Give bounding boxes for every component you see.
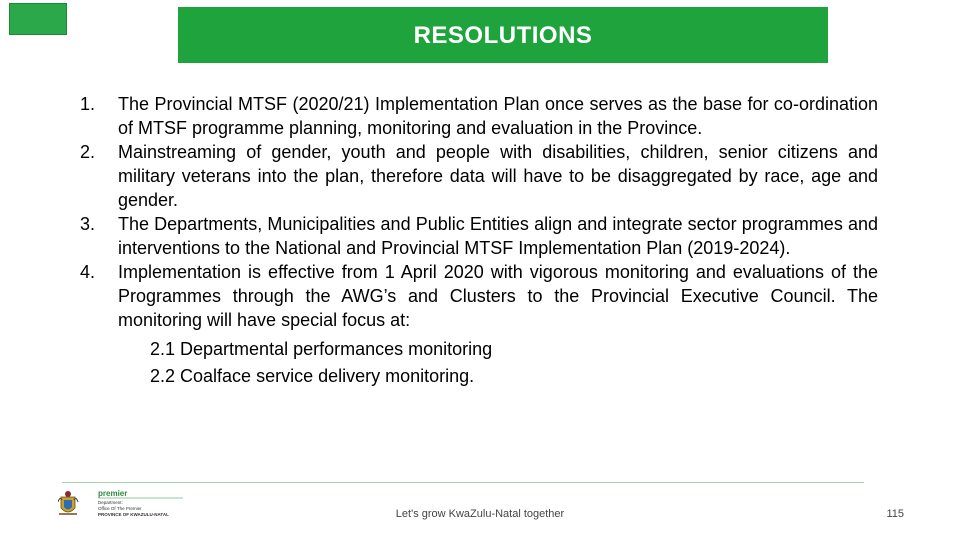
footer-tagline: Let's grow KwaZulu-Natal together: [395, 508, 565, 520]
corner-accent-box: [9, 3, 67, 35]
item-text: The Provincial MTSF (2020/21) Implementation Plan once serves as the base for co-ordination of MTSF programme planning, monitoring and evaluation in the Province.: [118, 94, 878, 138]
item-text: Implementation is effective from 1 April 2020 with vigorous monitoring and evaluations of the Programmes through the AWG’s and Clusters to the Provincial Executive Council. The monitoring will have special focus at:: [118, 262, 878, 330]
item-number: 1.: [80, 94, 96, 114]
logo-line3: PROVINCE OF KWAZULU-NATAL: [98, 512, 169, 517]
item-number: 2.: [80, 142, 96, 162]
logo-line1: Department:: [98, 500, 123, 505]
list-item: [80, 260, 878, 332]
list-item: [80, 140, 878, 212]
item-text: Mainstreaming of gender, youth and people with disabilities, children, senior citizens and military veterans into the plan, therefore data will have to be disaggregated by race, age and gender.: [118, 142, 878, 210]
page-number: 115: [886, 508, 904, 520]
resolutions-list: [80, 92, 878, 390]
title-banner: [178, 7, 828, 63]
logo-name: premier: [98, 489, 128, 498]
list-item: [80, 212, 878, 260]
slide-title: RESOLUTIONS: [413, 22, 593, 49]
item-number: 3.: [80, 214, 96, 234]
item-number: 4.: [80, 262, 96, 282]
item-text: The Departments, Municipalities and Public Entities align and integrate sector programmes and interventions to the National and Provincial MTSF Implementation Plan (2019-2024).: [118, 214, 878, 258]
sub-item: 2.2 Coalface service delivery monitoring.: [150, 366, 475, 386]
sub-item: 2.1 Departmental performances monitoring: [150, 339, 493, 359]
list-item: [80, 92, 878, 140]
logo-line2: Office Of The Premier: [98, 506, 142, 511]
footer-divider: [62, 482, 864, 483]
